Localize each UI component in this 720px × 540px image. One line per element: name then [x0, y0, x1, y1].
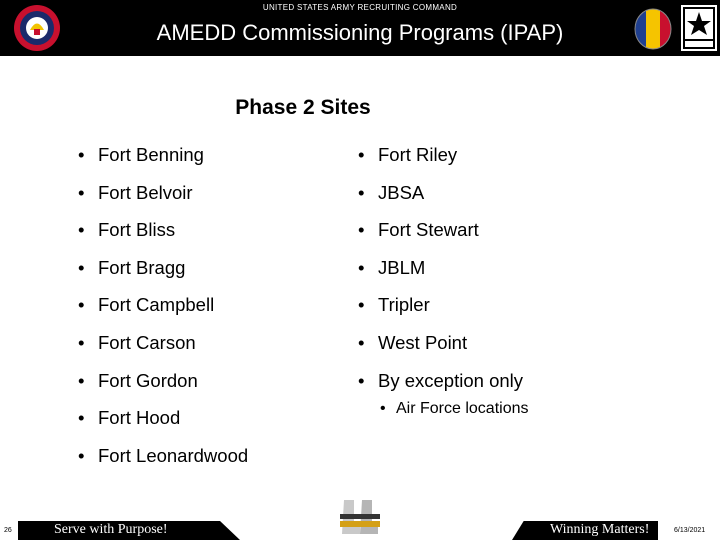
list-item: • Fort Belvoir — [78, 181, 193, 203]
list-item-label: Fort Leonardwood — [98, 444, 249, 466]
list-item: • Fort Riley — [358, 144, 458, 165]
list-item-label: West Point — [378, 331, 468, 353]
header-bar — [0, 0, 720, 56]
list-item-label: Tripler — [378, 294, 430, 316]
list-item: • Fort Stewart — [358, 219, 479, 241]
sub-list-item-label: Air Force locations — [396, 400, 529, 417]
list-item-label: By exception only — [378, 369, 524, 391]
section-heading: Phase 2 Sites — [235, 96, 371, 119]
list-item: • By exception only — [358, 369, 524, 391]
list-item-label: Fort Benning — [98, 144, 204, 165]
army-star-logo — [680, 4, 718, 52]
list-item-label: Fort Riley — [378, 144, 458, 165]
list-item: • Fort Bragg — [78, 256, 186, 278]
list-item-label: Fort Bragg — [98, 256, 186, 278]
list-item: • West Point — [358, 331, 468, 353]
list-item: • Tripler — [358, 294, 430, 316]
organization-name: UNITED STATES ARMY RECRUITING COMMAND — [262, 3, 458, 12]
list-item: • Fort Campbell — [78, 294, 215, 316]
list-item-label: JBSA — [378, 181, 425, 203]
left-site-list — [78, 140, 248, 478]
recruiting-seal-logo — [10, 3, 64, 53]
list-item-label: Fort Belvoir — [98, 181, 193, 203]
list-item-label: Fort Gordon — [98, 369, 198, 391]
list-item: • JBSA — [358, 181, 425, 203]
list-item: • Fort Hood — [78, 407, 181, 429]
list-item: • Fort Carson — [78, 331, 196, 353]
list-item: • Fort Benning — [78, 144, 204, 165]
list-item-label: Fort Carson — [98, 331, 196, 353]
regimental-flag-icon — [632, 8, 674, 50]
page-number: 26 — [4, 527, 12, 534]
list-item-label: Fort Stewart — [378, 219, 479, 241]
boots-logo — [336, 496, 384, 540]
list-item-label: Fort Hood — [98, 407, 181, 429]
list-item: • Fort Bliss — [78, 219, 176, 241]
list-item: • JBLM — [358, 256, 426, 278]
slide-title: AMEDD Commissioning Programs (IPAP) — [156, 20, 564, 45]
footer-right-slogan: Winning Matters! — [550, 522, 650, 537]
list-item-label: JBLM — [378, 256, 426, 278]
sub-list-item: • Air Force locations — [380, 400, 529, 417]
footer-left-slogan: Serve with Purpose! — [54, 522, 168, 537]
right-site-list — [358, 140, 523, 403]
list-item-label: Fort Bliss — [98, 219, 176, 241]
list-item: • Fort Leonardwood — [78, 444, 249, 466]
list-item: • Fort Gordon — [78, 369, 198, 391]
slide-date: 6/13/2021 — [674, 527, 706, 534]
list-item-label: Fort Campbell — [98, 294, 215, 316]
